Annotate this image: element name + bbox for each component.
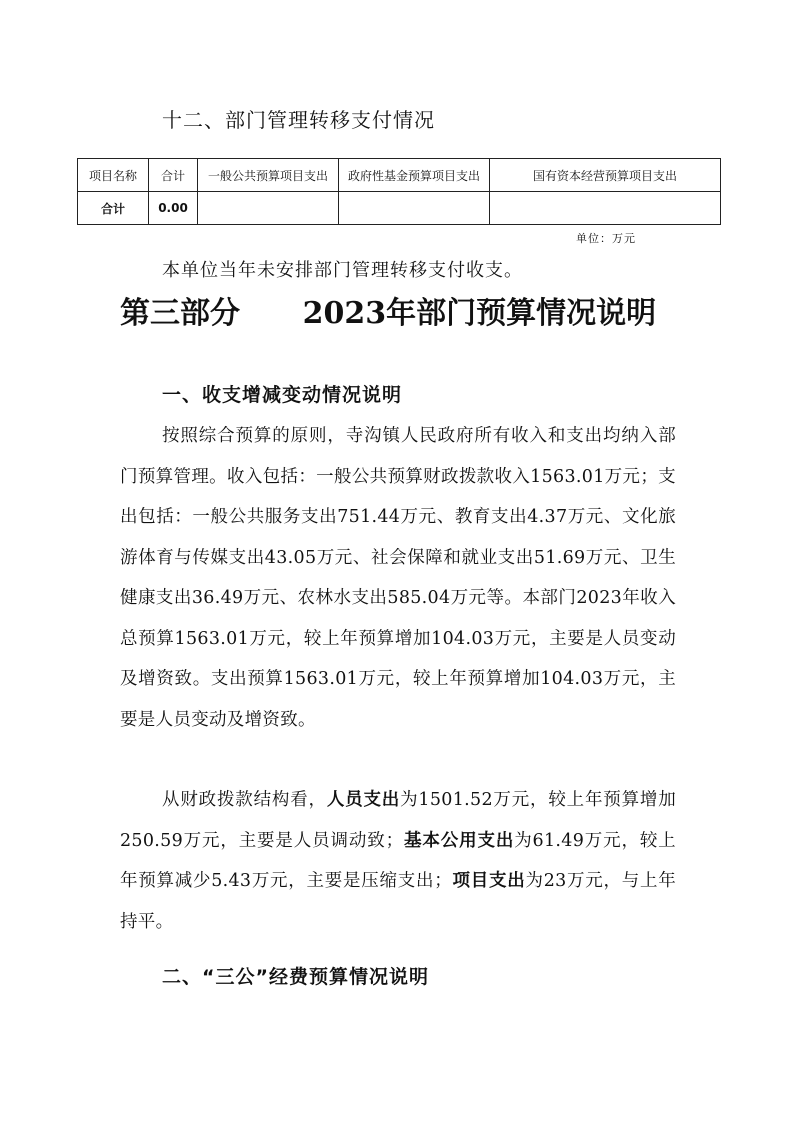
para2-text-4: 为23万元，与上年持平。 <box>120 871 677 932</box>
paragraph-funding-structure <box>120 780 676 942</box>
cell-fund-budget <box>339 192 490 225</box>
table-row <box>78 192 721 225</box>
part-three-title: 2023年部门预算情况说明 <box>302 296 657 331</box>
project-expense-term: 项目支出 <box>452 871 526 891</box>
section-1-title: 一、收支增减变动情况说明 <box>162 384 403 406</box>
cell-total-value: 0.00 <box>149 192 198 225</box>
header-fund-budget: 政府性基金预算项目支出 <box>339 159 490 192</box>
table-unit-note: 单位：万元 <box>576 232 636 245</box>
no-transfer-note: 本单位当年未安排部门管理转移支付收支。 <box>162 260 523 281</box>
header-general-budget: 一般公共预算项目支出 <box>198 159 339 192</box>
section-12-title: 十二、部门管理转移支付情况 <box>162 108 435 132</box>
header-project-name: 项目名称 <box>78 159 149 192</box>
part-three-label: 第三部分 <box>120 296 240 331</box>
para2-text-1: 从财政拨款结构看， <box>162 790 327 810</box>
cell-total-label: 合计 <box>78 192 149 225</box>
personnel-expense-term: 人员支出 <box>326 790 401 810</box>
para2-text-2: 为1501.52万元，较上年预算增加250.59万元，主要是人员调动致； <box>120 790 677 851</box>
transfer-payment-table <box>77 158 721 225</box>
para2-text-3: 为61.49万元，较上年预算减少5.43万元，主要是压缩支出； <box>120 830 676 891</box>
table-header-row <box>78 159 721 192</box>
header-total: 合计 <box>149 159 198 192</box>
paragraph-income-expense: 按照综合预算的原则，寺沟镇人民政府所有收入和支出均纳入部门预算管理。收入包括：一般公共预算财政拨款收入1563.01万元；支出包括：一般公共服务支出751.44万元、教育支出4.37万元、文化旅游体育与传媒支出43.05万元、社会保障和就业支出51.69万元、卫生健康支出36.49万元、农林水支出585.04万元等。本部门2023年收入总预算1563.01万元，较上年预算增加104.03万元，主要是人员变动及增资致。支出预算1563.01万元，较上年预算增加104.03万元，主要是人员变动及增资致。 <box>120 426 676 730</box>
basic-public-expense-term: 基本公用支出 <box>403 830 515 851</box>
header-state-capital-budget: 国有资本经营预算项目支出 <box>490 159 721 192</box>
section-2-title: 二、“三公”经费预算情况说明 <box>162 966 429 988</box>
part-three-heading <box>120 288 656 332</box>
cell-state-capital-budget <box>490 192 721 225</box>
cell-general-budget <box>198 192 339 225</box>
